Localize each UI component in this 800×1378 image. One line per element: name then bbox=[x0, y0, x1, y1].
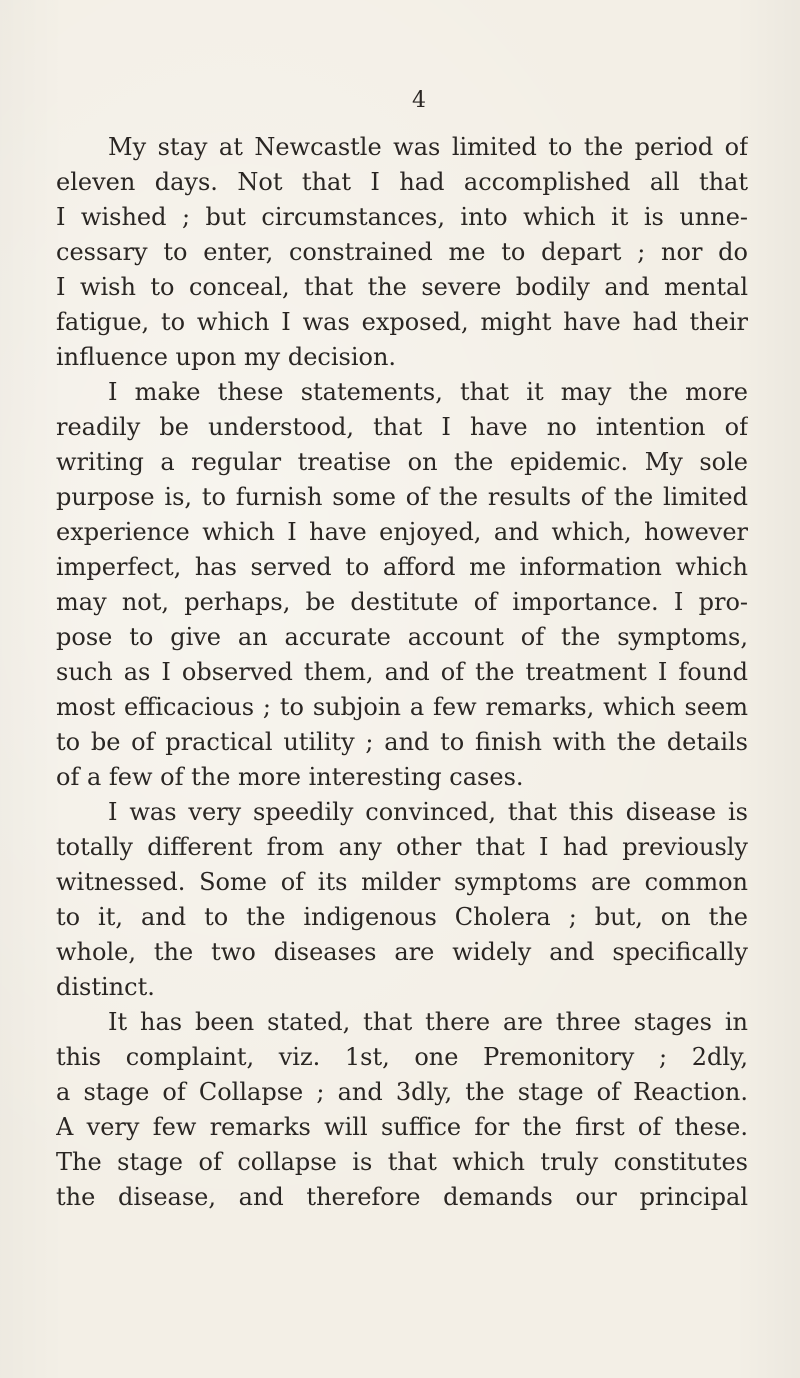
text-line: imperfect, has served to afford me information which bbox=[56, 553, 748, 581]
text-line: to be of practical utility ; and to finish with the details bbox=[56, 728, 748, 756]
paragraph bbox=[56, 375, 748, 795]
text-line: of a few of the more interesting cases. bbox=[56, 763, 524, 791]
text-line: the disease, and therefore demands our principal bbox=[56, 1183, 748, 1211]
text-line: eleven days. Not that I had accomplished all that bbox=[56, 168, 748, 196]
text-line: The stage of collapse is that which truly constitutes bbox=[56, 1148, 748, 1176]
text-line: It has been stated, that there are three stages in bbox=[108, 1008, 748, 1036]
body-text bbox=[56, 130, 748, 1215]
text-line: I wish to conceal, that the severe bodily and mental bbox=[56, 273, 748, 301]
text-line: such as I observed them, and of the treatment I found bbox=[56, 658, 748, 686]
text-line: experience which I have enjoyed, and which, however bbox=[56, 518, 748, 546]
text-line: pose to give an accurate account of the symptoms, bbox=[56, 623, 748, 651]
text-line: distinct. bbox=[56, 973, 155, 1001]
text-line: whole, the two diseases are widely and specifically bbox=[56, 938, 748, 966]
text-line: totally different from any other that I had previously bbox=[56, 833, 748, 861]
text-line: most efficacious ; to subjoin a few remarks, which seem bbox=[56, 693, 748, 721]
paragraph bbox=[56, 1005, 748, 1215]
text-line: fatigue, to which I was exposed, might have had their bbox=[56, 308, 748, 336]
text-line: witnessed. Some of its milder symptoms are common bbox=[56, 868, 748, 896]
text-line: a stage of Collapse ; and 3dly, the stage of Reaction. bbox=[56, 1078, 748, 1106]
text-line: writing a regular treatise on the epidemic. My sole bbox=[56, 448, 748, 476]
text-line: I was very speedily convinced, that this disease is bbox=[108, 798, 748, 826]
text-line: may not, perhaps, be destitute of importance. I pro- bbox=[56, 588, 748, 616]
text-line: A very few remarks will suffice for the first of these. bbox=[56, 1113, 748, 1141]
text-line: I make these statements, that it may the more bbox=[108, 378, 748, 406]
page-number: 4 bbox=[412, 88, 427, 113]
text-line: influence upon my decision. bbox=[56, 343, 397, 371]
text-line: My stay at Newcastle was limited to the period of bbox=[108, 133, 748, 161]
text-line: readily be understood, that I have no intention of bbox=[56, 413, 748, 441]
text-line: purpose is, to furnish some of the results of the limited bbox=[56, 483, 748, 511]
text-line: this complaint, viz. 1st, one Premonitory ; 2dly, bbox=[56, 1043, 748, 1071]
paragraph bbox=[56, 130, 748, 375]
paragraph bbox=[56, 795, 748, 1005]
text-line: cessary to enter, constrained me to depart ; nor do bbox=[56, 238, 748, 266]
text-line: to it, and to the indigenous Cholera ; but, on the bbox=[56, 903, 748, 931]
text-line: I wished ; but circumstances, into which it is unne- bbox=[56, 203, 748, 231]
